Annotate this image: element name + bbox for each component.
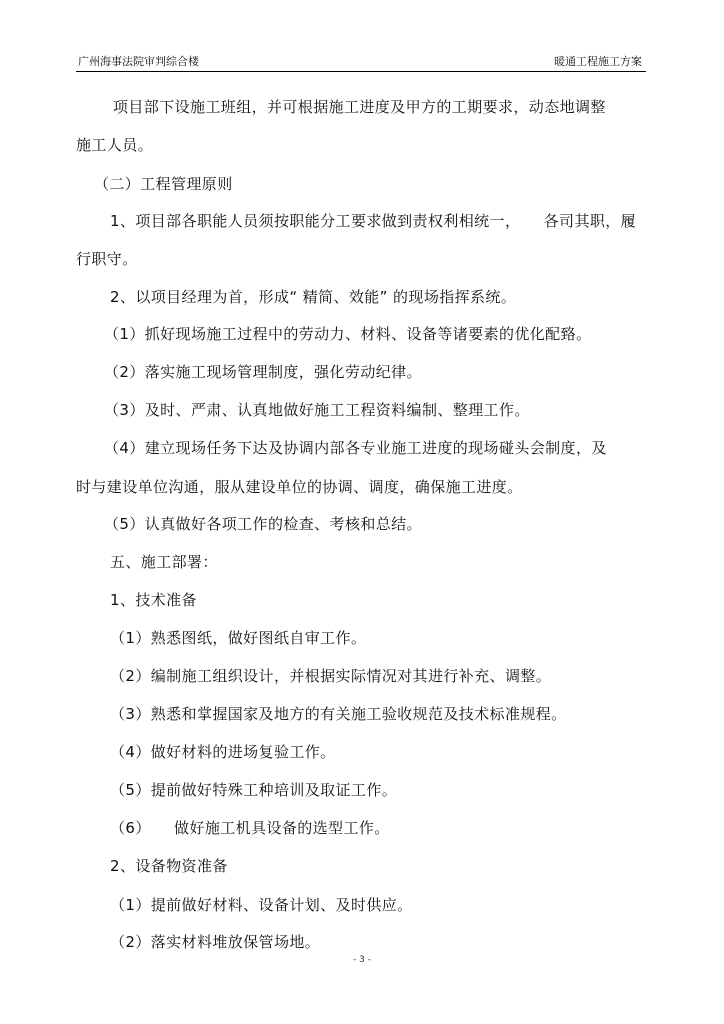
section-heading: （二）工程管理原则 (94, 175, 233, 193)
body-line: （2）编制施工组织设计，并根据实际情况对其进行补充、调整。 (110, 667, 552, 685)
body-line: （2）落实施工现场管理制度，强化劳动纪律。 (104, 363, 422, 381)
subsection-heading: 2、设备物资准备 (110, 857, 228, 875)
body-line: （5）认真做好各项工作的检查、考核和总结。 (104, 515, 422, 533)
body-line: （4）建立现场任务下达及协调内部各专业施工进度的现场碰头会制度，及 (104, 439, 607, 457)
body-line: （3）熟悉和掌握国家及地方的有关施工验收规范及技术标准规程。 (110, 705, 567, 723)
body-line: （5）提前做好特殊工种培训及取证工作。 (110, 781, 398, 799)
page-header (76, 49, 646, 72)
body-line: 时与建设单位沟通，服从建设单位的协调、调度，确保施工进度。 (76, 478, 523, 496)
body-line: （1）提前做好材料、设备计划、及时供应。 (110, 896, 413, 914)
body-line: （6） 做好施工机具设备的选型工作。 (110, 819, 390, 837)
subsection-heading: 1、技术准备 (110, 591, 197, 609)
body-line: （2）落实材料堆放保管场地。 (110, 933, 321, 951)
body-line: 1、项目部各职能人员须按职能分工要求做到责权利相统一， 各司其职，履 (110, 212, 637, 230)
header-document-title: 暖通工程施工方案 (554, 55, 642, 68)
body-line: 施工人员。 (76, 136, 154, 154)
body-line: 项目部下设施工班组，并可根据施工进度及甲方的工期要求，动态地调整 (113, 98, 606, 116)
section-heading: 五、施工部署： (110, 553, 218, 571)
body-line: （3）及时、严肃、认真地做好施工工程资料编制、整理工作。 (104, 401, 530, 419)
body-line: （1）抓好现场施工过程中的劳动力、材料、设备等诸要素的优化配臵。 (104, 325, 592, 343)
body-line: （1）熟悉图纸，做好图纸自审工作。 (110, 629, 367, 647)
page-number: - 3 - (353, 955, 371, 965)
body-line: 行职守。 (76, 250, 138, 268)
body-line: 2、以项目经理为首，形成“ 精简、效能” 的现场指挥系统。 (110, 288, 517, 306)
header-project-name: 广州海事法院审判综合楼 (78, 55, 199, 68)
body-line: （4）做好材料的进场复验工作。 (110, 743, 336, 761)
